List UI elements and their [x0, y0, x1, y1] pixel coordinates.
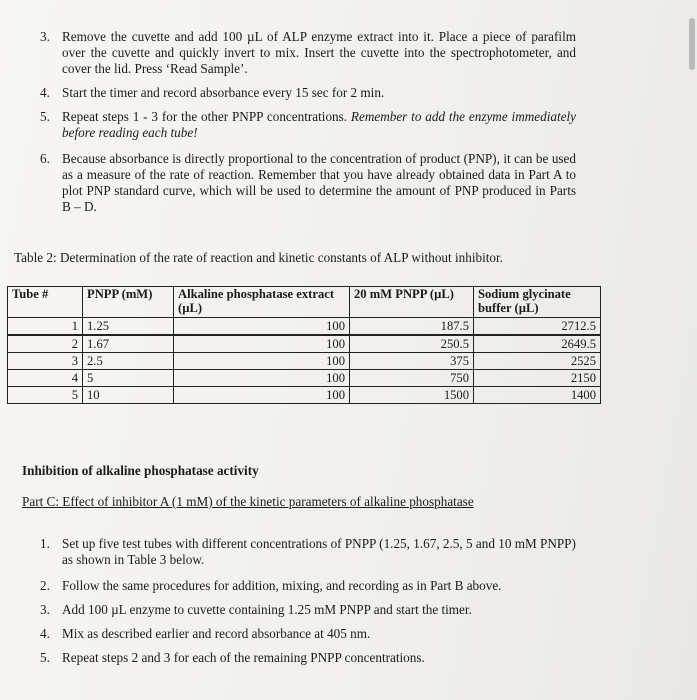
step-number: 2.: [40, 578, 50, 593]
table-cell: 2.5: [83, 353, 174, 370]
table-cell: 5: [8, 387, 83, 404]
table-cell: 3: [8, 353, 83, 370]
step-number: 4.: [40, 626, 50, 641]
table-cell: 2649.5: [474, 335, 601, 353]
table-cell: 250.5: [350, 335, 474, 353]
procedure-list-part-b: [40, 29, 576, 215]
table-cell: 4: [8, 370, 83, 387]
step-text: Repeat steps 1 - 3 for the other PNPP concentrations.: [62, 109, 348, 124]
list-item: [40, 109, 576, 151]
step-number: 5.: [40, 650, 50, 665]
column-header: Tube #: [8, 287, 83, 318]
table-cell: 2525: [474, 353, 601, 370]
step-emphasis: Remember to add the enzyme immediately before reading each tube!: [62, 109, 576, 140]
step-number: 3.: [40, 29, 50, 44]
list-item: [40, 626, 582, 650]
column-header: Alkaline phosphatase extract (µL): [174, 287, 350, 318]
table-cell: 750: [350, 370, 474, 387]
list-item: [40, 650, 582, 668]
subsection-heading: Part C: Effect of inhibitor A (1 mM) of the kinetic parameters of alkaline phosphatase: [22, 494, 474, 509]
step-text: Set up five test tubes with different concentrations of PNPP (1.25, 1.67, 2.5, 5 and 10 mM PNPP) as shown in Table 3 below.: [62, 536, 576, 567]
table-row: [8, 335, 601, 353]
list-item: [40, 536, 582, 578]
step-text: Remove the cuvette and add 100 µL of ALP enzyme extract into it. Place a piece of parafilm over the cuvette and quickly invert to mix. Insert the cuvette into the spectrophotometer, and cover the lid. Press ‘Read Sample’.: [62, 29, 576, 76]
table-cell: 100: [174, 353, 350, 370]
list-item: [40, 602, 582, 626]
table-cell: 1.25: [83, 318, 174, 336]
table-cell: 100: [174, 335, 350, 353]
table-cell: 1500: [350, 387, 474, 404]
step-number: 1.: [40, 536, 50, 551]
step-text: Repeat steps 2 and 3 for each of the remaining PNPP concentrations.: [62, 650, 425, 665]
list-item: [40, 29, 576, 85]
column-header: PNPP (mM): [83, 287, 174, 318]
data-table: [7, 286, 601, 404]
table-cell: 2: [8, 335, 83, 353]
step-number: 4.: [40, 85, 50, 100]
list-item: [40, 85, 576, 109]
step-text: Follow the same procedures for addition, mixing, and recording as in Part B above.: [62, 578, 502, 593]
table-cell: 2150: [474, 370, 601, 387]
table-header-row: [8, 287, 601, 318]
step-text: Add 100 µL enzyme to cuvette containing 1.25 mM PNPP and start the timer.: [62, 602, 472, 617]
table-caption: Table 2: Determination of the rate of reaction and kinetic constants of ALP without inhibitor.: [14, 250, 503, 265]
table-cell: 187.5: [350, 318, 474, 336]
table-row: [8, 353, 601, 370]
list-item: [40, 578, 582, 602]
table-cell: 1400: [474, 387, 601, 404]
list-item: [40, 151, 576, 215]
step-text: Because absorbance is directly proportional to the concentration of product (PNP), it can be used as a measure of the rate of reaction. Remember that you have already obtained data in Part A to plot PNP standard curve, which will be used to determine the amount of PNP produced in Parts B – D.: [62, 151, 576, 214]
step-number: 3.: [40, 602, 50, 617]
step-number: 5.: [40, 109, 50, 124]
table-row: [8, 370, 601, 387]
table-cell: 100: [174, 370, 350, 387]
table-row: [8, 318, 601, 336]
step-number: 6.: [40, 151, 50, 166]
table-cell: 10: [83, 387, 174, 404]
table-cell: 1: [8, 318, 83, 336]
table-cell: 100: [174, 318, 350, 336]
table-cell: 1.67: [83, 335, 174, 353]
table-cell: 5: [83, 370, 174, 387]
procedure-list-part-c: [40, 536, 582, 668]
column-header: Sodium glycinate buffer (µL): [474, 287, 601, 318]
table-cell: 2712.5: [474, 318, 601, 336]
vertical-scrollbar[interactable]: [689, 18, 695, 70]
step-text: Start the timer and record absorbance every 15 sec for 2 min.: [62, 85, 385, 100]
table-cell: 375: [350, 353, 474, 370]
table-row: [8, 387, 601, 404]
section-heading: Inhibition of alkaline phosphatase activity: [22, 463, 259, 478]
table-cell: 100: [174, 387, 350, 404]
column-header: 20 mM PNPP (µL): [350, 287, 474, 318]
step-text: Mix as described earlier and record absorbance at 405 nm.: [62, 626, 371, 641]
